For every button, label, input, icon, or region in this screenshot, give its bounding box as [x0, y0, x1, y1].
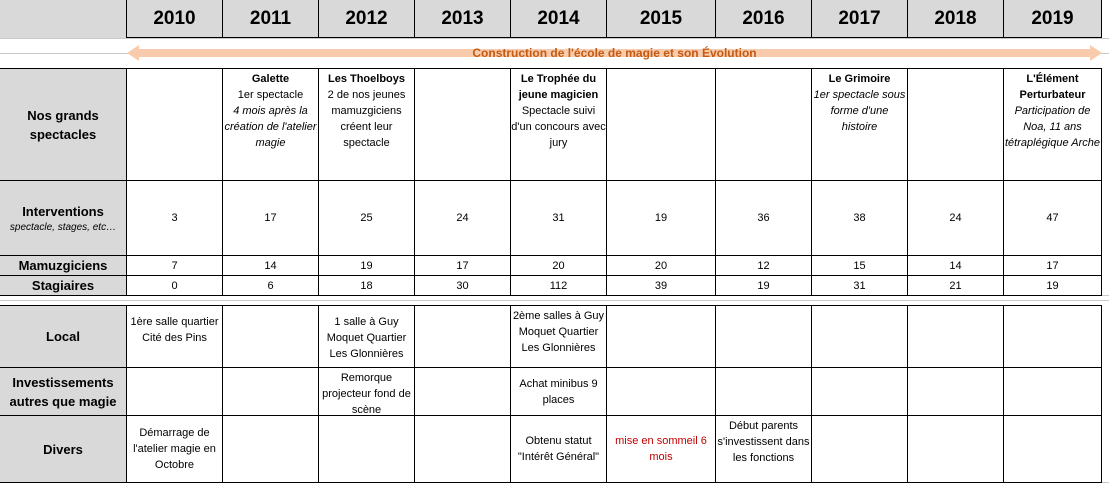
mamuzgiciens-value: 7 [127, 256, 223, 276]
stagiaires-value: 18 [319, 276, 415, 296]
investissement-cell [127, 368, 223, 416]
mamuzgiciens-value: 14 [908, 256, 1004, 276]
divers-cell [812, 416, 908, 483]
interventions-value: 3 [127, 181, 223, 256]
label-interventions-sub: spectacle, stages, etc… [9, 221, 117, 233]
mamuzgiciens-value: 14 [223, 256, 319, 276]
year-header: 2010 [127, 0, 223, 38]
row-divider [0, 300, 1109, 301]
local-cell [1004, 305, 1102, 368]
mamuzgiciens-value: 20 [511, 256, 607, 276]
stagiaires-value: 0 [127, 276, 223, 296]
stagiaires-value: 19 [1004, 276, 1102, 296]
interventions-value: 24 [908, 181, 1004, 256]
year-header: 2012 [319, 0, 415, 38]
spectacle-cell [812, 68, 908, 181]
investissement-cell: Remorque projecteur fond de scène [319, 368, 415, 416]
mamuzgiciens-value: 19 [319, 256, 415, 276]
label-stagiaires: Stagiaires [0, 276, 127, 296]
spectacle-line: Spectacle suivi d'un concours avec jury [511, 105, 606, 149]
spectacle-cell [319, 68, 415, 181]
spectacle-title: Les Thoelboys [327, 73, 406, 85]
divers-cell [223, 416, 319, 483]
local-cell [908, 305, 1004, 368]
spectacle-title: Galette [251, 73, 290, 85]
year-header: 2014 [511, 0, 607, 38]
mamuzgiciens-value: 20 [607, 256, 716, 276]
stagiaires-value: 112 [511, 276, 607, 296]
interventions-value: 47 [1004, 181, 1102, 256]
local-cell: 1 salle à Guy Moquet Quartier Les Glonnières [319, 305, 415, 368]
divers-cell [908, 416, 1004, 483]
construction-banner [127, 38, 1102, 68]
investissement-cell [415, 368, 511, 416]
interventions-value: 25 [319, 181, 415, 256]
investissement-cell [716, 368, 812, 416]
stagiaires-value: 21 [908, 276, 1004, 296]
local-cell [607, 305, 716, 368]
interventions-value: 31 [511, 181, 607, 256]
investissement-cell: Achat minibus 9 places [511, 368, 607, 416]
label-local: Local [0, 305, 127, 368]
stagiaires-value: 30 [415, 276, 511, 296]
spectacle-cell [1004, 68, 1102, 181]
divers-cell: mise en sommeil 6 mois [607, 416, 716, 483]
interventions-value: 24 [415, 181, 511, 256]
stagiaires-value: 19 [716, 276, 812, 296]
interventions-value: 19 [607, 181, 716, 256]
local-cell [415, 305, 511, 368]
local-cell [812, 305, 908, 368]
spectacle-title: L'Élément Perturbateur [1019, 73, 1086, 101]
local-cell: 2ème salles à Guy Moquet Quartier Les Glonnières [511, 305, 607, 368]
interventions-value: 17 [223, 181, 319, 256]
label-mamuzgiciens: Mamuzgiciens [0, 256, 127, 276]
spectacle-line: 1er spectacle [237, 89, 304, 101]
label-interventions [0, 181, 127, 256]
spectacle-cell [415, 68, 511, 181]
spectacle-title: Le Trophée du jeune magicien [518, 73, 599, 101]
label-spectacles: Nos grands spectacles [0, 68, 127, 181]
local-cell [223, 305, 319, 368]
year-header: 2015 [607, 0, 716, 38]
mamuzgiciens-value: 15 [812, 256, 908, 276]
year-header: 2018 [908, 0, 1004, 38]
spectacle-line: 4 mois après la création de l'atelier magie [224, 105, 317, 149]
investissement-cell [812, 368, 908, 416]
year-header: 2019 [1004, 0, 1102, 38]
year-header: 2016 [716, 0, 812, 38]
spectacle-cell [607, 68, 716, 181]
local-cell: 1ère salle quartier Cité des Pins [127, 305, 223, 368]
mamuzgiciens-value: 17 [1004, 256, 1102, 276]
divers-cell [1004, 416, 1102, 483]
divers-cell [319, 416, 415, 483]
label-investissements: Investissements autres que magie [0, 368, 127, 416]
spectacle-title: Le Grimoire [828, 73, 891, 85]
spectacle-line: 1er spectacle sous forme d'une histoire [813, 89, 906, 133]
spectacle-cell [127, 68, 223, 181]
investissement-cell [1004, 368, 1102, 416]
investissement-cell [223, 368, 319, 416]
year-header: 2017 [812, 0, 908, 38]
label-interventions-title: Interventions [22, 203, 104, 219]
interventions-value: 38 [812, 181, 908, 256]
spectacle-cell [908, 68, 1004, 181]
stagiaires-value: 6 [223, 276, 319, 296]
banner-text: Construction de l'école de magie et son Évolution [472, 46, 757, 60]
divers-cell: Démarrage de l'atelier magie en Octobre [127, 416, 223, 483]
spectacle-line: 2 de nos jeunes mamuzgiciens créent leur spectacle [327, 89, 406, 149]
mamuzgiciens-value: 12 [716, 256, 812, 276]
investissement-cell [607, 368, 716, 416]
stagiaires-value: 39 [607, 276, 716, 296]
divers-cell: Obtenu statut "Intérêt Général" [511, 416, 607, 483]
year-header: 2011 [223, 0, 319, 38]
spectacle-line: Participation de Noa, 11 ans tétraplégique Arche [1005, 105, 1100, 149]
investissement-cell [908, 368, 1004, 416]
divers-cell: Début parents s'investissent dans les fonctions [716, 416, 812, 483]
label-divers: Divers [0, 416, 127, 483]
spectacle-cell [716, 68, 812, 181]
stagiaires-value: 31 [812, 276, 908, 296]
interventions-value: 36 [716, 181, 812, 256]
header-corner [0, 0, 127, 38]
divers-cell [415, 416, 511, 483]
year-header: 2013 [415, 0, 511, 38]
local-cell [716, 305, 812, 368]
spectacle-cell [223, 68, 319, 181]
mamuzgiciens-value: 17 [415, 256, 511, 276]
spectacle-cell [511, 68, 607, 181]
